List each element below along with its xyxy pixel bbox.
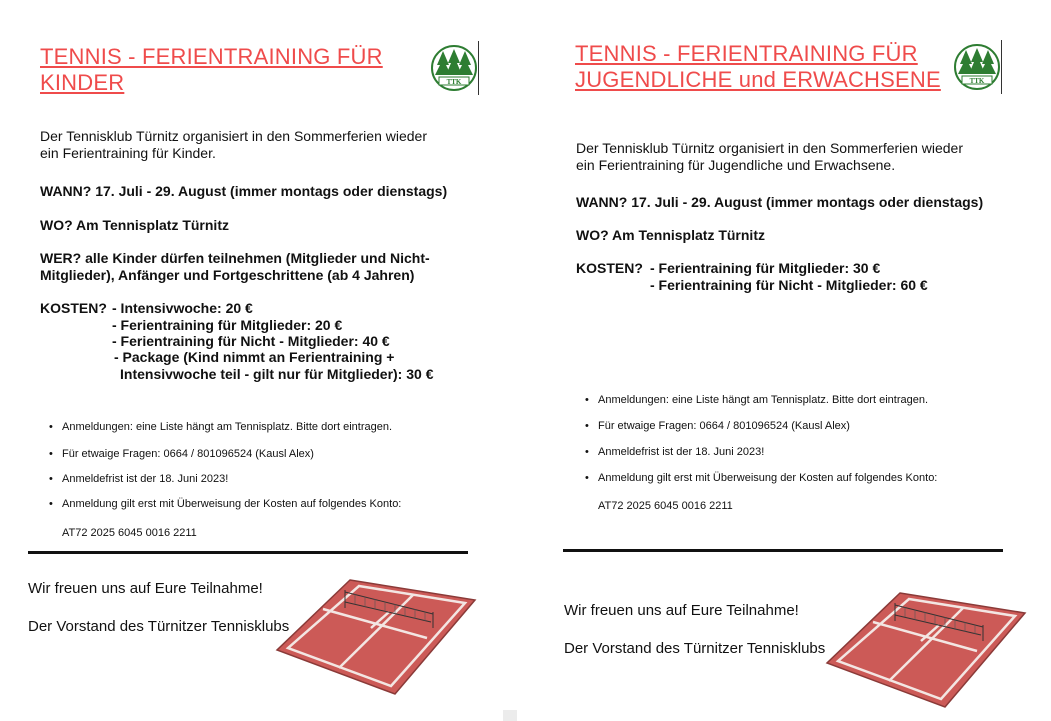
title-line-2: JUGENDLICHE und ERWACHSENE bbox=[575, 67, 941, 92]
cost-item: - Intensivwoche: 20 € bbox=[112, 300, 253, 316]
divider bbox=[28, 551, 468, 554]
closing-greeting: Wir freuen uns auf Eure Teilnahme! bbox=[28, 580, 263, 597]
flyer-kinder bbox=[0, 0, 520, 721]
tree-logo-icon bbox=[428, 41, 478, 95]
bank-account: AT72 2025 6045 0016 2211 bbox=[62, 527, 197, 539]
cost-label: KOSTEN? bbox=[576, 260, 643, 276]
logo-text: TTK bbox=[446, 78, 462, 86]
cost-item: - Ferientraining für Nicht - Mitglieder: 60 € bbox=[650, 277, 928, 293]
list-item: • Anmeldung gilt erst mit Überweisung der Kosten auf folgendes Konto: bbox=[40, 498, 480, 511]
page-gap bbox=[505, 0, 535, 721]
cost-item: - Ferientraining für Nicht - Mitglieder: 40 € bbox=[112, 333, 390, 349]
list-item: • Anmeldung gilt erst mit Überweisung der Kosten auf folgendes Konto: bbox=[576, 472, 1016, 485]
where-line: WO? Am Tennisplatz Türnitz bbox=[576, 227, 765, 243]
title-line-2: KINDER bbox=[40, 70, 125, 95]
cost-label: KOSTEN? bbox=[40, 300, 107, 316]
where-line: WO? Am Tennisplatz Türnitz bbox=[40, 217, 229, 233]
page-title bbox=[40, 44, 383, 96]
list-item: • Anmeldefrist ist der 18. Juni 2023! bbox=[576, 446, 1016, 459]
list-item: • Anmeldungen: eine Liste hängt am Tennisplatz. Bitte dort eintragen. bbox=[576, 394, 1016, 407]
closing-signature: Der Vorstand des Türnitzer Tennisklubs bbox=[28, 618, 290, 635]
page-corner bbox=[503, 710, 517, 721]
list-item: • Für etwaige Fragen: 0664 / 801096524 (Kausl Alex) bbox=[40, 448, 480, 461]
flyer-jugendliche bbox=[535, 0, 1051, 721]
divider bbox=[563, 549, 1003, 552]
club-logo bbox=[951, 40, 1002, 94]
page-title bbox=[575, 41, 941, 93]
info-list bbox=[576, 394, 1016, 485]
who-text: WER? alle Kinder dürfen teilnehmen (Mitglieder und Nicht- Mitglieder), Anfänger und Fortgeschrittene (ab 4 Jahren) bbox=[40, 250, 430, 283]
tree-logo-icon bbox=[951, 40, 1001, 94]
list-item: • Anmeldefrist ist der 18. Juni 2023! bbox=[40, 473, 480, 486]
closing-greeting: Wir freuen uns auf Eure Teilnahme! bbox=[564, 602, 799, 619]
title-line-1: TENNIS - FERIENTRAINING FÜR bbox=[40, 44, 383, 69]
tennis-court-icon bbox=[825, 585, 1030, 713]
tennis-court-icon bbox=[275, 572, 480, 700]
list-item: • Anmeldungen: eine Liste hängt am Tennisplatz. Bitte dort eintragen. bbox=[40, 421, 480, 434]
cost-item: - Ferientraining für Mitglieder: 20 € bbox=[112, 317, 343, 333]
list-item: • Für etwaige Fragen: 0664 / 801096524 (Kausl Alex) bbox=[576, 420, 1016, 433]
intro-text: Der Tennisklub Türnitz organisiert in den Sommerferien wieder ein Ferientraining für Kinder. bbox=[40, 128, 427, 161]
club-logo bbox=[428, 41, 479, 95]
cost-item: - Ferientraining für Mitglieder: 30 € bbox=[650, 260, 881, 276]
cost-item: Intensivwoche teil - gilt nur für Mitglieder): 30 € bbox=[120, 366, 434, 382]
cost-item: - Package (Kind nimmt an Ferientraining + bbox=[114, 349, 395, 365]
when-line: WANN? 17. Juli - 29. August (immer montags oder dienstags) bbox=[576, 194, 984, 210]
title-line-1: TENNIS - FERIENTRAINING FÜR bbox=[575, 41, 918, 66]
info-list bbox=[40, 421, 480, 511]
bank-account: AT72 2025 6045 0016 2211 bbox=[598, 500, 733, 512]
intro-text: Der Tennisklub Türnitz organisiert in den Sommerferien wieder ein Ferientraining für Jugendliche und Erwachsene. bbox=[576, 140, 963, 173]
logo-text: TTK bbox=[969, 77, 985, 85]
closing-signature: Der Vorstand des Türnitzer Tennisklubs bbox=[564, 640, 826, 657]
when-line: WANN? 17. Juli - 29. August (immer montags oder dienstags) bbox=[40, 183, 448, 199]
